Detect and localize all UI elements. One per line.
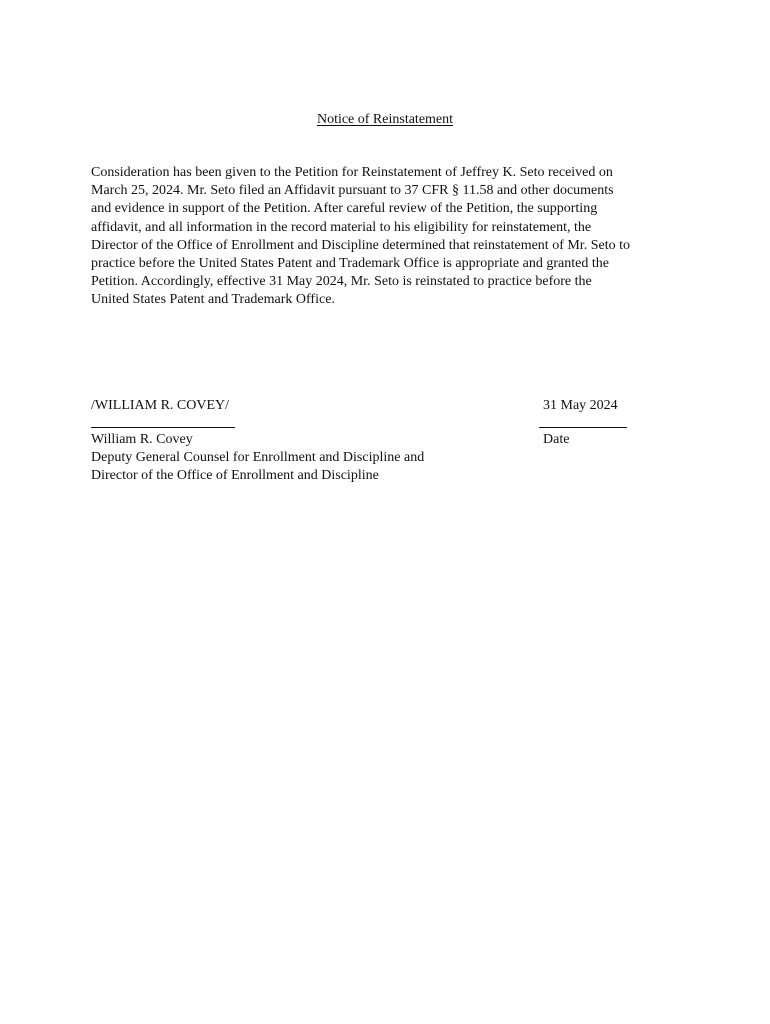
body-line: practice before the United States Patent and Trademark Office is appropriate and granted the [91, 256, 609, 272]
body-line: Consideration has been given to the Petition for Reinstatement of Jeffrey K. Seto received on [91, 165, 613, 180]
signer-name: William R. Covey [91, 432, 193, 447]
body-line: and evidence in support of the Petition. After careful review of the Petition, the supporting [91, 201, 598, 217]
body-line: March 25, 2024. Mr. Seto filed an Affidavit pursuant to 37 CFR § 11.58 and other documents [91, 183, 614, 199]
document-title: Notice of Reinstatement [316, 112, 454, 127]
signer-title-line-1: Deputy General Counsel for Enrollment and Discipline and [91, 450, 425, 465]
notice-body [91, 164, 691, 310]
date-line [539, 427, 627, 428]
date-block [543, 397, 627, 449]
body-line: United States Patent and Trademark Office. [91, 292, 335, 308]
body-line: affidavit, and all information in the record material to his eligibility for reinstatement, the [91, 219, 592, 235]
signature-line [91, 427, 235, 428]
signer-title-line-2: Director of the Office of Enrollment and Discipline [91, 468, 379, 483]
body-line: Director of the Office of Enrollment and Discipline determined that reinstatement of Mr. Seto to [91, 237, 630, 253]
date-value: 31 May 2024 [543, 398, 618, 413]
date-label: Date [543, 432, 570, 447]
body-line: Petition. Accordingly, effective 31 May 2024, Mr. Seto is reinstated to practice before the [91, 274, 592, 290]
signature-block [91, 397, 424, 485]
electronic-signature: /WILLIAM R. COVEY/ [91, 398, 230, 413]
